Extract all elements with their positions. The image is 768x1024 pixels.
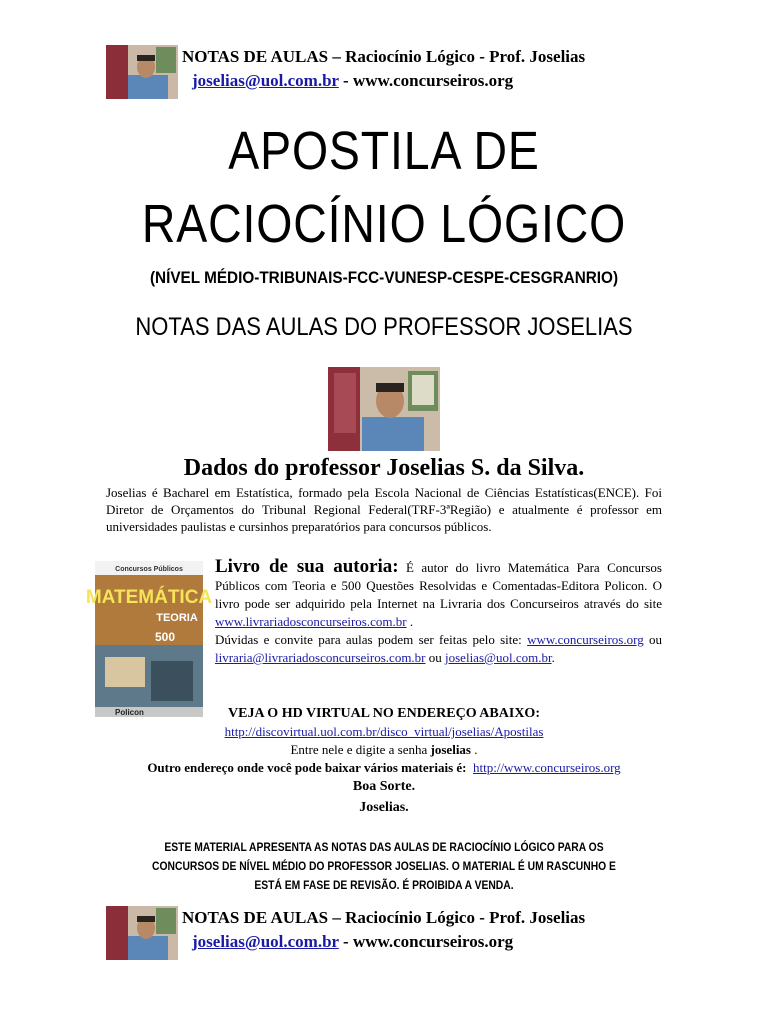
book-cover-number: 500 bbox=[154, 630, 176, 644]
header-contact bbox=[192, 71, 513, 91]
boa-sorte: Boa Sorte. bbox=[352, 779, 416, 794]
footer-email-link[interactable]: joselias@uol.com.br bbox=[192, 932, 339, 951]
disclaimer-line-3: ESTÁ EM FASE DE REVISÃO. É PROIBIDA A VENDA. bbox=[254, 878, 514, 892]
senha-text: Entre nele e digite a senha bbox=[290, 742, 431, 757]
professor-photo bbox=[328, 367, 440, 451]
hd-url-link[interactable]: http://discovirtual.uol.com.br/disco_virtual/joselias/Apostilas bbox=[224, 724, 544, 739]
book-cover-series: Concursos Públicos bbox=[115, 566, 183, 573]
book-text: É autor do livro Matemática Para Concursos Públicos com Teoria e 500 Questões Resolvidas e Comentadas-Editora Policon. O livro pode ser adquirido pela Internet na Livraria dos Concurseiros através do site bbox=[215, 560, 662, 611]
book-after-link: . bbox=[406, 614, 414, 629]
disclaimer-line-2: CONCURSOS DE NÍVEL MÉDIO DO PROFESSOR JOSELIAS. O MATERIAL É UM RASCUNHO E bbox=[152, 859, 616, 873]
title-line-2: RACIOCÍNIO LÓGICO bbox=[141, 194, 627, 254]
outro-row bbox=[0, 760, 768, 776]
outro-text: Outro endereço onde você pode baixar vários materiais é: bbox=[147, 760, 467, 775]
professor-photo-small bbox=[106, 45, 178, 99]
book-cover-title: MATEMÁTICA bbox=[85, 587, 213, 608]
book-cover-publisher: Policon bbox=[115, 708, 144, 717]
notas-heading: NOTAS DAS AULAS DO PROFESSOR JOSELIAS bbox=[135, 313, 633, 341]
livraria-email-link[interactable]: livraria@livrariadosconcurseiros.com.br bbox=[215, 650, 426, 665]
header-site: - www.concurseiros.org bbox=[338, 71, 514, 90]
senha-end: . bbox=[471, 742, 478, 757]
book-cover-subtitle: TEORIA bbox=[156, 612, 198, 624]
disclaimer-line-1: ESTE MATERIAL APRESENTA AS NOTAS DAS AULAS DE RACIOCÍNIO LÓGICO PARA OS bbox=[164, 840, 604, 854]
book-label: Livro de sua autoria: bbox=[215, 556, 399, 577]
title-subtitle: (NÍVEL MÉDIO-TRIBUNAIS-FCC-VUNESP-CESPE-CESGRANRIO) bbox=[149, 268, 619, 287]
or-text-2: ou bbox=[425, 650, 446, 665]
book-end: . bbox=[551, 650, 555, 665]
hd-heading: VEJA O HD VIRTUAL NO ENDEREÇO ABAIXO: bbox=[228, 706, 540, 721]
footer-site: - www.concurseiros.org bbox=[338, 932, 514, 951]
footer-contact bbox=[192, 932, 513, 952]
senha-row bbox=[0, 742, 768, 758]
outro-url-link[interactable]: http://www.concurseiros.org bbox=[473, 760, 621, 775]
professor-heading: Dados do professor Joselias S. da Silva. bbox=[183, 455, 585, 481]
header-course-title: NOTAS DE AULAS – Raciocínio Lógico - Prof. Joselias bbox=[182, 47, 586, 66]
header-top bbox=[106, 45, 666, 101]
header-bottom bbox=[106, 906, 666, 962]
professor-bio: Joselias é Bacharel em Estatística, formado pela Escola Nacional de Ciências Estatísticas(ENCE). Foi Diretor de Orçamentos do Tribunal Regional Federal(TRF-3ªRegião) e atualmente é professor em universidades paulistas e cursinhos preparatórios para concursos públicos. bbox=[106, 485, 662, 534]
book-info bbox=[215, 558, 662, 667]
title-line-1: APOSTILA DE bbox=[228, 121, 540, 181]
senha-value: joselias bbox=[430, 742, 471, 757]
or-text-1: ou bbox=[643, 632, 663, 647]
concurseiros-link[interactable]: www.concurseiros.org bbox=[527, 632, 644, 647]
professor-photo-small bbox=[106, 906, 178, 960]
header-email-link[interactable]: joselias@uol.com.br bbox=[192, 71, 339, 90]
livraria-link[interactable]: www.livrariadosconcurseiros.com.br bbox=[215, 614, 407, 629]
book-cover-image bbox=[85, 561, 213, 717]
signature: Joselias. bbox=[359, 800, 409, 815]
hd-url-row bbox=[0, 724, 768, 740]
joselias-email-link[interactable]: joselias@uol.com.br bbox=[445, 650, 552, 665]
duvidas-text: Dúvidas e convite para aulas podem ser feitas pelo site: bbox=[215, 632, 528, 647]
footer-course-title: NOTAS DE AULAS – Raciocínio Lógico - Prof. Joselias bbox=[182, 908, 586, 927]
